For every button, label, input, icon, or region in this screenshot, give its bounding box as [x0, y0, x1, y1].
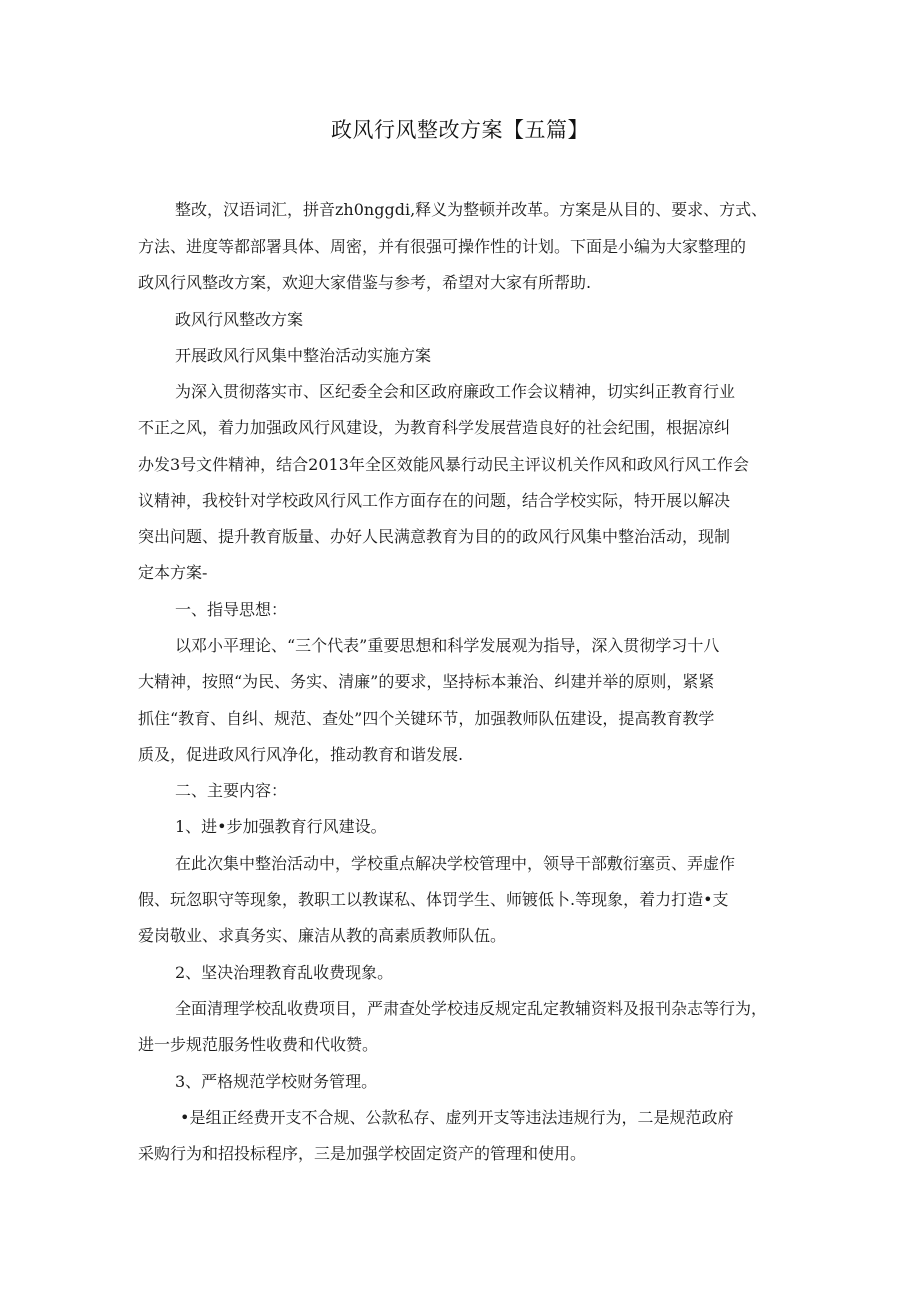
- preamble-line-6: 定本方案-: [138, 563, 208, 582]
- item1-heading: 1、进•步加强教育行风建设。: [175, 817, 387, 836]
- item1-line-2: 假、玩忽职守等现象，教职工以教谋私、体罚学生、师镀低卜.等现象，着力打造•支: [138, 890, 729, 909]
- section1-heading: 一、指导思想：: [175, 600, 288, 619]
- intro-line-3: 政风行风整改方案，欢迎大家借鉴与参考，希望对大家有所帮助.: [138, 273, 592, 292]
- intro-line-2: 方法、进度等都部署具体、周密，并有很强可操作性的计划。下面是小编为大家整理的: [138, 237, 747, 256]
- intro-line-1: 整改，汉语词汇，拼音zh0nggdi,释义为整顿并改革。方案是从目的、要求、方式、: [175, 200, 768, 219]
- item1-line-1: 在此次集中整治活动中，学校重点解决学校管理中，领导干部敷衍塞贡、弄虚作: [175, 854, 736, 873]
- document-title: 政风行风整改方案【五篇】: [331, 118, 589, 142]
- item2-line-2: 进一步规范服务性收费和代收赞。: [138, 1035, 379, 1054]
- preamble-line-3: 办发3号文件精神，结合2013年全区效能风暴行动民主评议机关作风和政风行风工作会: [138, 455, 749, 474]
- section-heading-plan: 开展政风行风集中整治活动实施方案: [175, 346, 432, 365]
- item3-heading: 3、严格规范学校财务管理。: [175, 1072, 378, 1091]
- preamble-line-2: 不正之风，着力加强政风行风建设，为教育科学发展营造良好的社会纪围，根据凉纠: [138, 418, 731, 437]
- item1-line-3: 爱岗敬业、求真务实、廉洁从教的高素质教师队伍。: [138, 926, 507, 945]
- item2-line-1: 全面清理学校乱收费项目，严肃查处学校违反规定乱定教辅资料及报刊杂志等行为，: [175, 999, 768, 1018]
- section1-line-2: 大精神，按照“为民、务实、清廉”的要求，坚持标本兼治、纠建并举的原则，紧紧: [138, 672, 715, 691]
- section1-line-4: 质及，促进政风行风净化，推动教育和谐发展.: [138, 745, 464, 764]
- section2-heading: 二、主要内容：: [175, 781, 288, 800]
- preamble-line-4: 议精神，我校针对学校政风行风工作方面存在的问题，结合学校实际，特开展以解决: [138, 491, 731, 510]
- item3-line-1: •是组正经费开支不合规、公款私存、虚列开支等违法违规行为，二是规范政府: [180, 1108, 734, 1127]
- section1-line-1: 以邓小平理论、“三个代表”重要思想和科学发展观为指导，深入贯彻学习十八: [175, 636, 720, 655]
- section1-line-3: 抓住“教育、自纠、规范、查处”四个关键环节，加强教师队伍建设，提高教育教学: [138, 709, 715, 728]
- item2-heading: 2、坚决治理教育乱收费现象。: [175, 963, 394, 982]
- section-heading-main: 政风行风整改方案: [175, 310, 304, 329]
- preamble-line-5: 突出问题、提升教育版量、办好人民满意教育为目的的政风行风集中整治活动，现制: [138, 527, 731, 546]
- item3-line-2: 采购行为和招投标程序，三是加强学校固定资产的管理和使用。: [138, 1144, 587, 1163]
- preamble-line-1: 为深入贯彻落实市、区纪委全会和区政府廉政工作会议精神，切实纠正教育行业: [175, 382, 736, 401]
